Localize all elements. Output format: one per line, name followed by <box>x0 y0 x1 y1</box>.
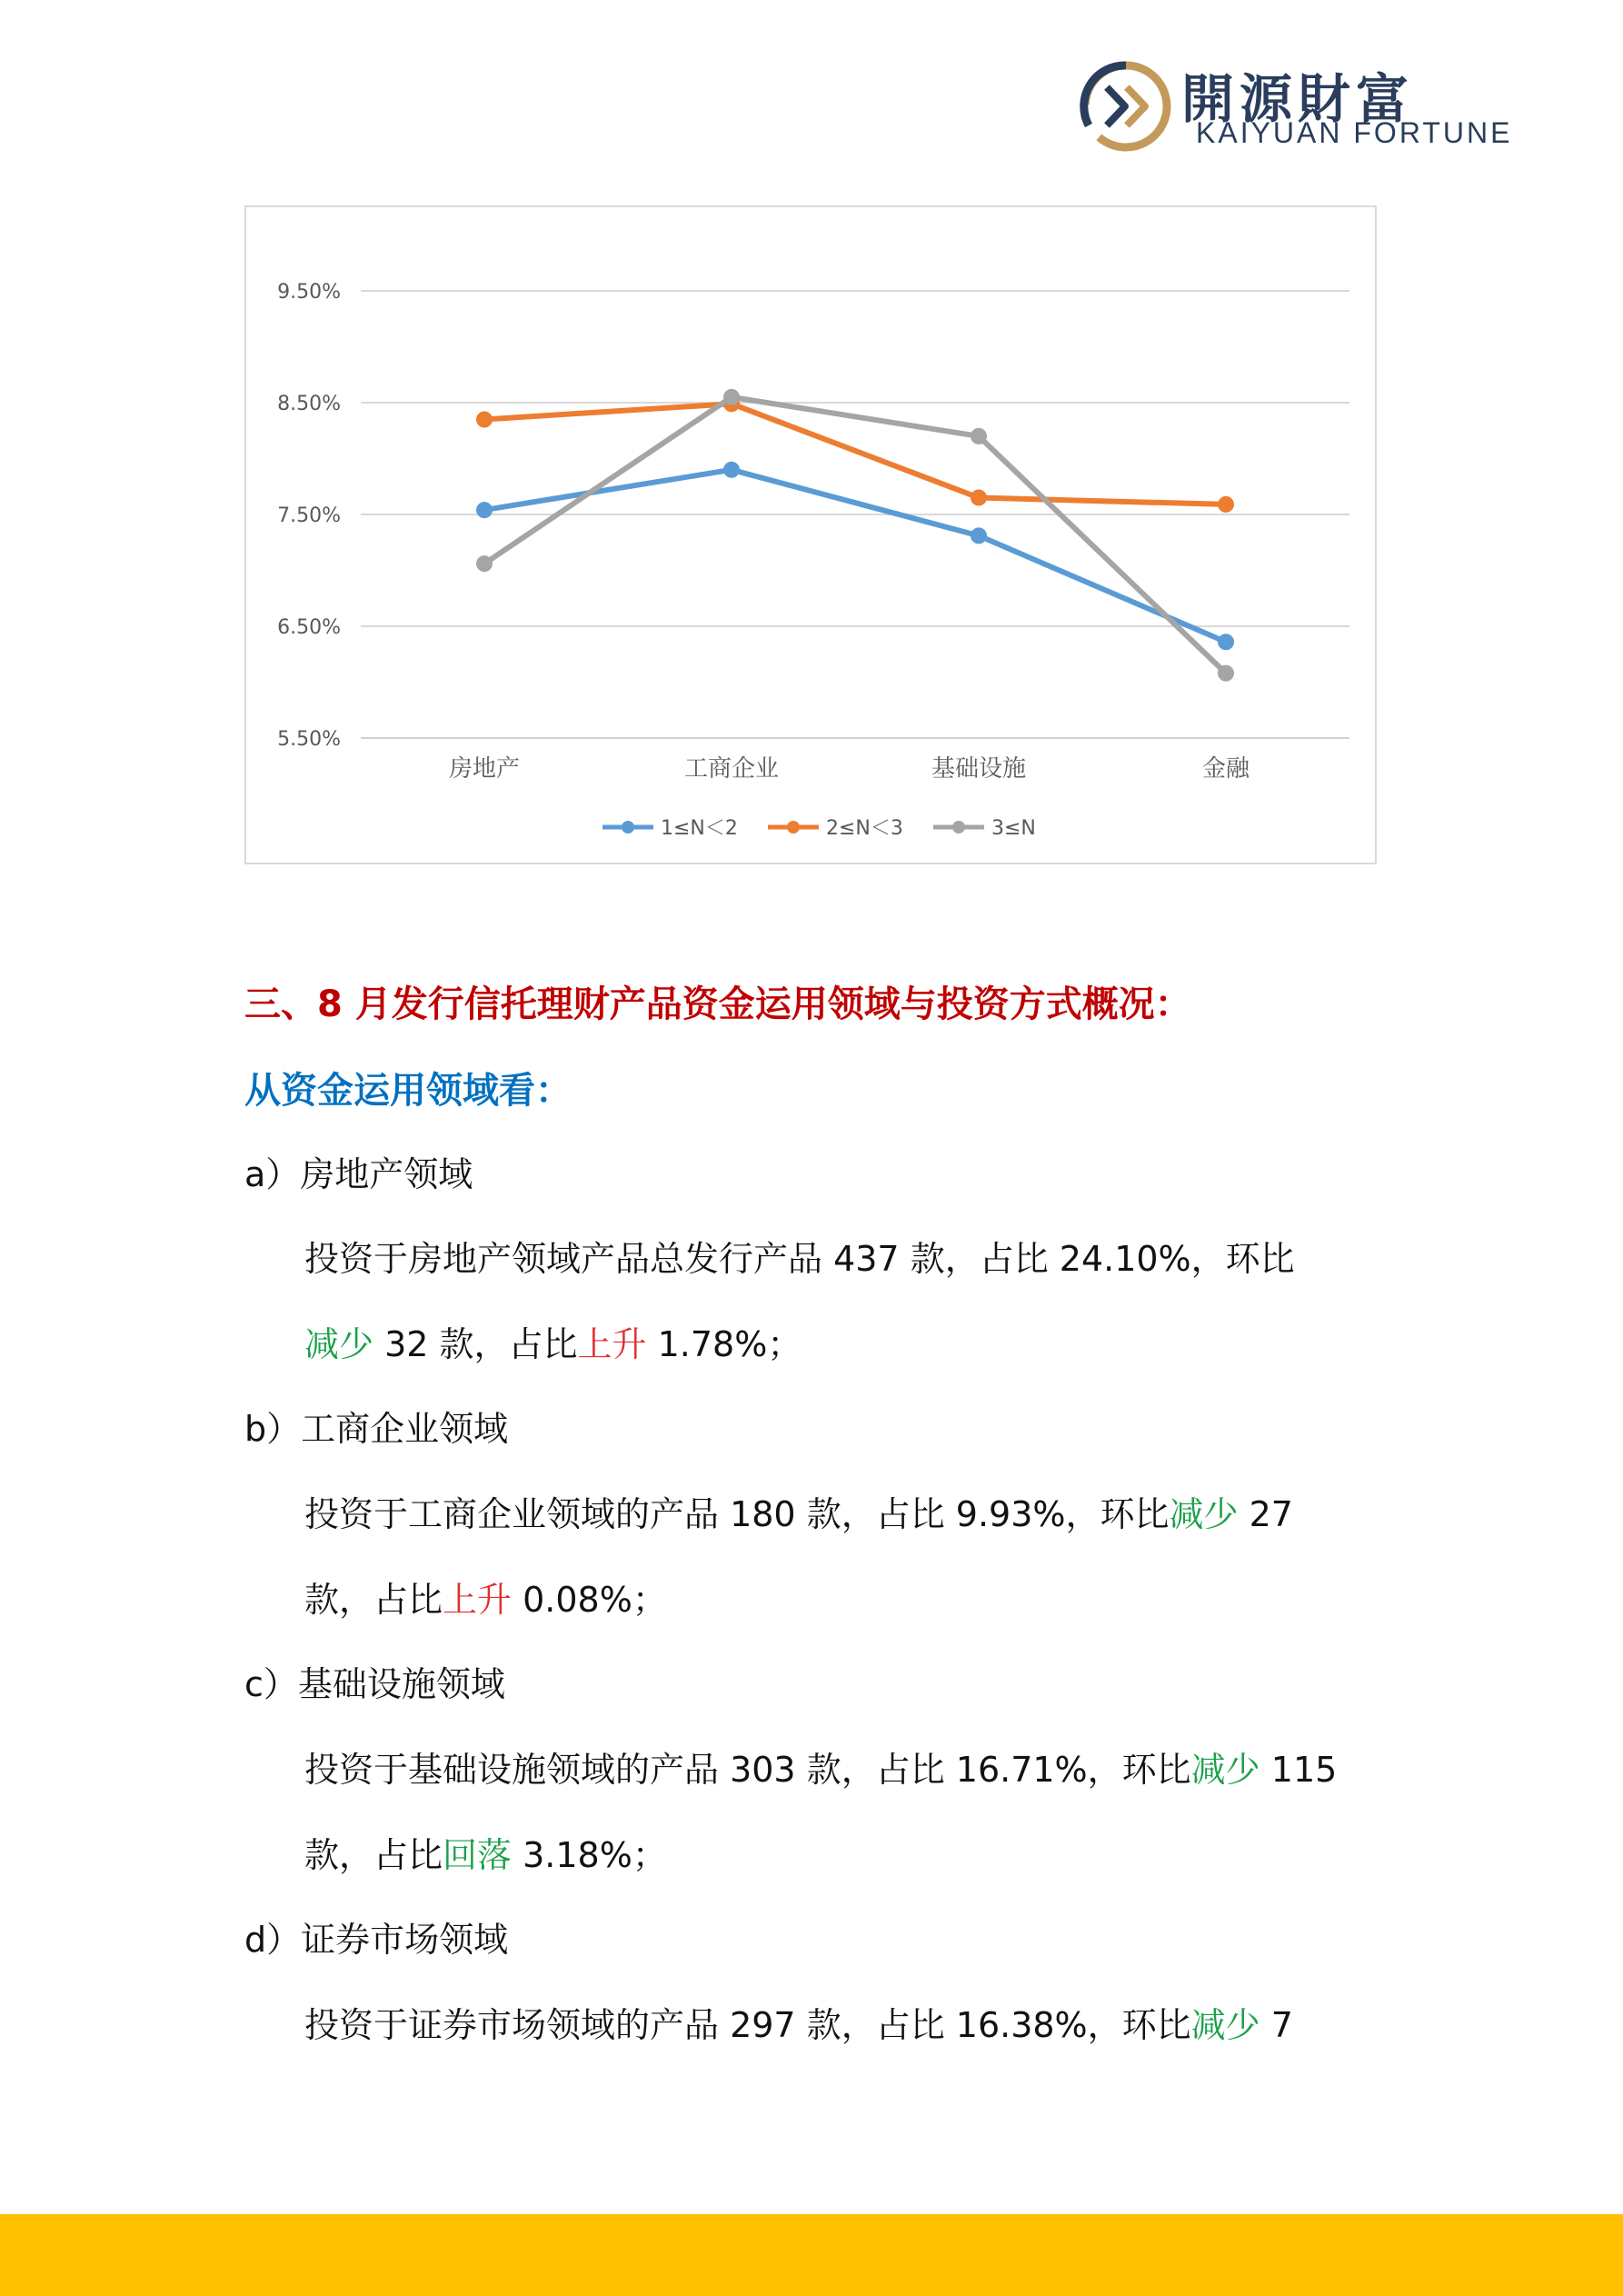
item-c-line1 <box>304 1748 1337 1792</box>
series-line <box>484 397 1226 674</box>
data-point <box>971 528 986 543</box>
logo-name-cn: 開源財富 <box>1181 68 1415 130</box>
change-text: 上升 <box>443 1580 513 1620</box>
chart-canvas <box>246 207 1375 863</box>
item-title: 证券市场领域 <box>301 1920 509 1960</box>
x-tick-label: 金融 <box>1201 755 1250 783</box>
item-b-line2 <box>304 1578 667 1622</box>
item-title: 基础设施领域 <box>297 1664 505 1704</box>
x-tick-label: 房地产 <box>448 755 521 783</box>
change-text: 上升 <box>577 1324 647 1364</box>
item-c-heading <box>244 1662 505 1706</box>
body-text: 1.78%； <box>646 1324 802 1364</box>
item-b-line1 <box>304 1492 1293 1536</box>
company-logo <box>1080 56 1513 162</box>
legend-marker <box>952 821 965 834</box>
y-tick-label: 9.50% <box>277 281 341 304</box>
item-a-line2 <box>304 1323 802 1366</box>
data-point <box>477 556 492 571</box>
legend-label: 1≤N＜2 <box>661 817 738 840</box>
item-b-heading <box>244 1407 508 1451</box>
legend-label: 3≤N <box>991 817 1036 840</box>
legend-label: 2≤N＜3 <box>826 817 903 840</box>
data-point <box>477 412 492 426</box>
item-a-heading <box>244 1153 473 1196</box>
yield-line-chart <box>244 205 1377 864</box>
body-text: 7 <box>1260 2005 1293 2045</box>
y-tick-label: 8.50% <box>277 393 341 415</box>
body-text: 115 <box>1260 1750 1338 1790</box>
data-point <box>1219 634 1233 649</box>
change-text: 减少 <box>304 1324 374 1364</box>
item-marker: c） <box>244 1664 298 1704</box>
change-text: 回落 <box>443 1835 513 1875</box>
section-heading: 三、8 月发行信托理财产品资金运用领域与投资方式概况： <box>244 983 1191 1025</box>
data-point <box>1219 666 1233 681</box>
body-text: 款，占比 <box>304 1835 443 1875</box>
body-text: 0.08%； <box>512 1580 667 1620</box>
data-point <box>971 429 986 444</box>
body-text: 3.18%； <box>512 1835 667 1875</box>
change-text: 减少 <box>1169 1494 1239 1534</box>
data-point <box>477 503 492 517</box>
x-tick-label: 基础设施 <box>931 755 1027 783</box>
kaiyuan-logo-icon <box>1080 60 1172 153</box>
body-text: 款，占比 <box>304 1580 443 1620</box>
item-marker: d） <box>244 1920 302 1960</box>
change-text: 减少 <box>1190 2005 1260 2045</box>
data-point <box>1219 497 1233 512</box>
body-text: 27 <box>1238 1494 1293 1534</box>
item-d-line1 <box>304 2003 1293 2047</box>
y-tick-label: 5.50% <box>277 728 341 751</box>
footer-bar <box>0 2214 1623 2296</box>
x-tick-label: 工商企业 <box>683 755 780 783</box>
item-c-line2 <box>304 1833 667 1877</box>
logo-name-en: KAIYUAN FORTUNE <box>1196 116 1513 149</box>
item-title: 房地产领域 <box>300 1154 473 1194</box>
item-marker: b） <box>244 1409 302 1449</box>
y-tick-label: 7.50% <box>277 504 341 527</box>
item-title: 工商企业领域 <box>301 1409 509 1449</box>
data-point <box>971 491 986 505</box>
series-line <box>484 470 1226 642</box>
item-d-heading <box>244 1918 508 1962</box>
y-tick-label: 6.50% <box>277 616 341 639</box>
legend-marker <box>787 821 800 834</box>
body-text: 32 款，占比 <box>373 1324 578 1364</box>
change-text: 减少 <box>1190 1750 1260 1790</box>
data-point <box>724 463 739 477</box>
body-text: 投资于证券市场领域的产品 297 款，占比 16.38%，环比 <box>304 2005 1191 2045</box>
body-text: 投资于基础设施领域的产品 303 款，占比 16.71%，环比 <box>304 1750 1191 1790</box>
sub-heading: 从资金运用领域看： <box>244 1070 572 1112</box>
body-text: 投资于工商企业领域的产品 180 款，占比 9.93%，环比 <box>304 1494 1170 1534</box>
data-point <box>724 390 739 404</box>
legend-marker <box>622 821 634 834</box>
item-a-line1: 投资于房地产领域产品总发行产品 437 款，占比 24.10%，环比 <box>304 1239 1295 1279</box>
item-marker: a） <box>244 1154 301 1194</box>
